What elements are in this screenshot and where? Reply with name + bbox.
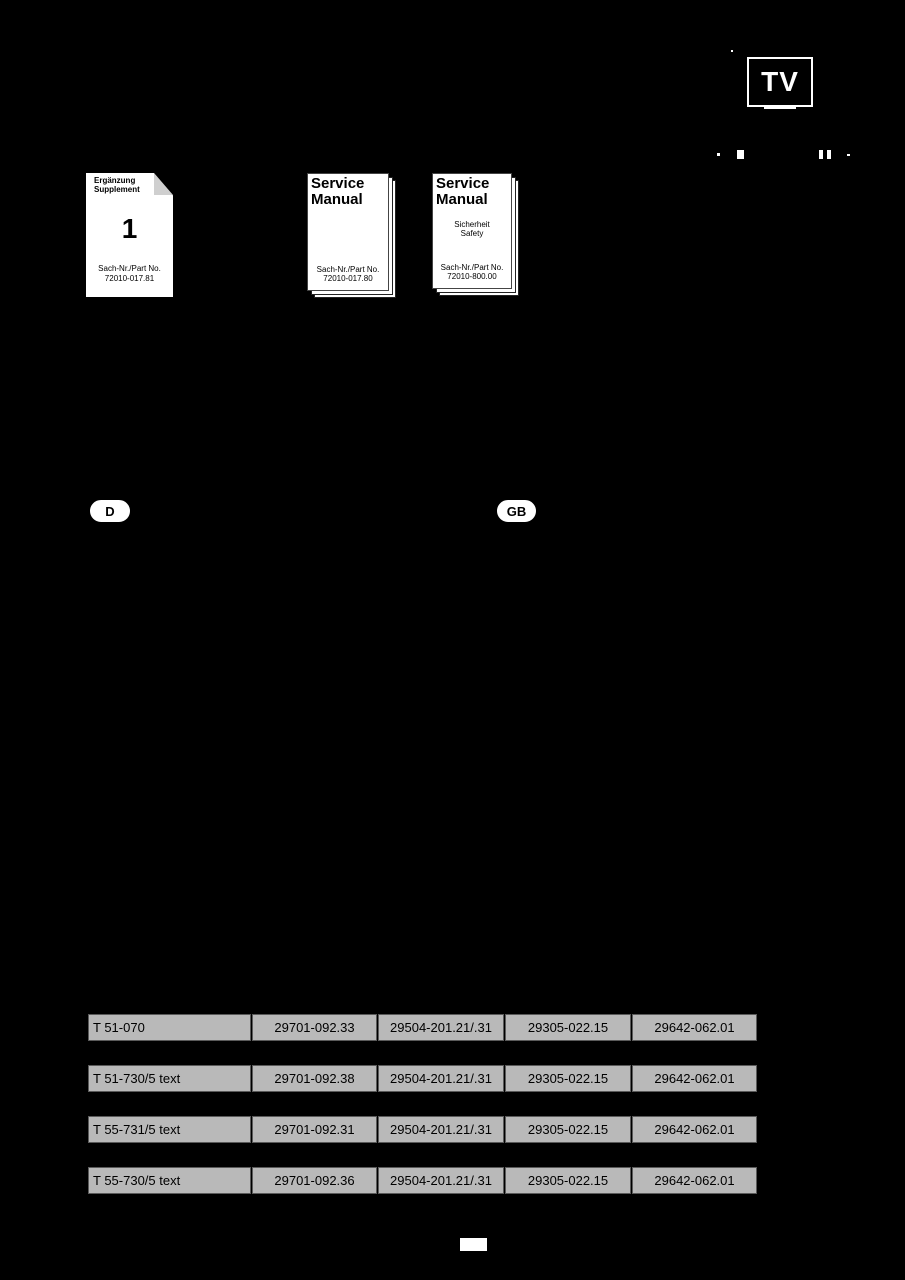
- module-cell: 29305-022.15: [505, 1014, 631, 1041]
- module-cell: 29305-022.15: [505, 1065, 631, 1092]
- tube-cell: 29504-201.21/.31: [378, 1065, 504, 1092]
- model-cell: T 55-730/5 text: [88, 1167, 251, 1194]
- chassis-cell: 29701-092.33: [252, 1014, 377, 1041]
- supplement-part-no: 72010-017.81: [104, 274, 155, 283]
- supplement-part-label: Sach-Nr./Part No.: [98, 264, 161, 273]
- manual-main-part: [308, 265, 388, 283]
- manual-main-sheet: [307, 173, 389, 291]
- manual-main-title-line2: Manual: [311, 191, 363, 208]
- module-cell: 29305-022.15: [505, 1116, 631, 1143]
- tube-cell: 29504-201.21/.31: [378, 1116, 504, 1143]
- header-mark: [847, 154, 850, 156]
- manual-safety-sheet: [432, 173, 512, 289]
- manual-main-title: [311, 176, 364, 208]
- remote-cell: 29642-062.01: [632, 1065, 757, 1092]
- manual-safety-title: [436, 176, 489, 208]
- header-mark: [827, 150, 831, 159]
- language-badge-english-label: GB: [506, 503, 527, 519]
- manual-safety-part-no: 72010-800.00: [447, 272, 497, 281]
- language-badge-english: [497, 500, 536, 522]
- manual-main-title-line1: Service: [311, 175, 365, 192]
- module-cell: 29305-022.15: [505, 1167, 631, 1194]
- chassis-cell: 29701-092.31: [252, 1116, 377, 1143]
- tv-logo-underline: [764, 107, 796, 109]
- tv-logo: [747, 57, 813, 107]
- header-mark: [737, 150, 744, 159]
- page-number-mark: [460, 1238, 487, 1251]
- header-dot: [731, 50, 733, 52]
- header-mark: [717, 153, 720, 156]
- manual-safety-subtitle-en: Safety: [460, 229, 484, 238]
- manual-safety-title-line2: Manual: [436, 191, 488, 208]
- tube-cell: 29504-201.21/.31: [378, 1167, 504, 1194]
- supplement-number: 1: [121, 213, 138, 244]
- supplement-fold: [154, 173, 173, 195]
- remote-cell: 29642-062.01: [632, 1167, 757, 1194]
- language-badge-german-label: D: [105, 503, 115, 519]
- remote-cell: 29642-062.01: [632, 1014, 757, 1041]
- tv-logo-text: TV: [761, 66, 799, 97]
- manual-safety-title-line1: Service: [436, 175, 490, 192]
- manual-main-part-no: 72010-017.80: [323, 274, 373, 283]
- tube-cell: 29504-201.21/.31: [378, 1014, 504, 1041]
- manual-main-part-label: Sach-Nr./Part No.: [316, 265, 380, 274]
- manual-safety-part: [433, 263, 511, 281]
- model-cell: T 55-731/5 text: [88, 1116, 251, 1143]
- manual-safety-subtitle: [433, 220, 511, 238]
- manual-safety-subtitle-de: Sicherheit: [454, 220, 490, 229]
- header-mark: [819, 150, 823, 159]
- supplement-part: [86, 264, 173, 284]
- supplement-title-de: Ergänzung: [94, 176, 136, 185]
- manual-safety-part-label: Sach-Nr./Part No.: [440, 263, 504, 272]
- supplement-title: [94, 176, 140, 194]
- supplement-title-en: Supplement: [94, 185, 140, 194]
- model-cell: T 51-070: [88, 1014, 251, 1041]
- chassis-cell: 29701-092.38: [252, 1065, 377, 1092]
- language-badge-german: [90, 500, 130, 522]
- remote-cell: 29642-062.01: [632, 1116, 757, 1143]
- chassis-cell: 29701-092.36: [252, 1167, 377, 1194]
- model-cell: T 51-730/5 text: [88, 1065, 251, 1092]
